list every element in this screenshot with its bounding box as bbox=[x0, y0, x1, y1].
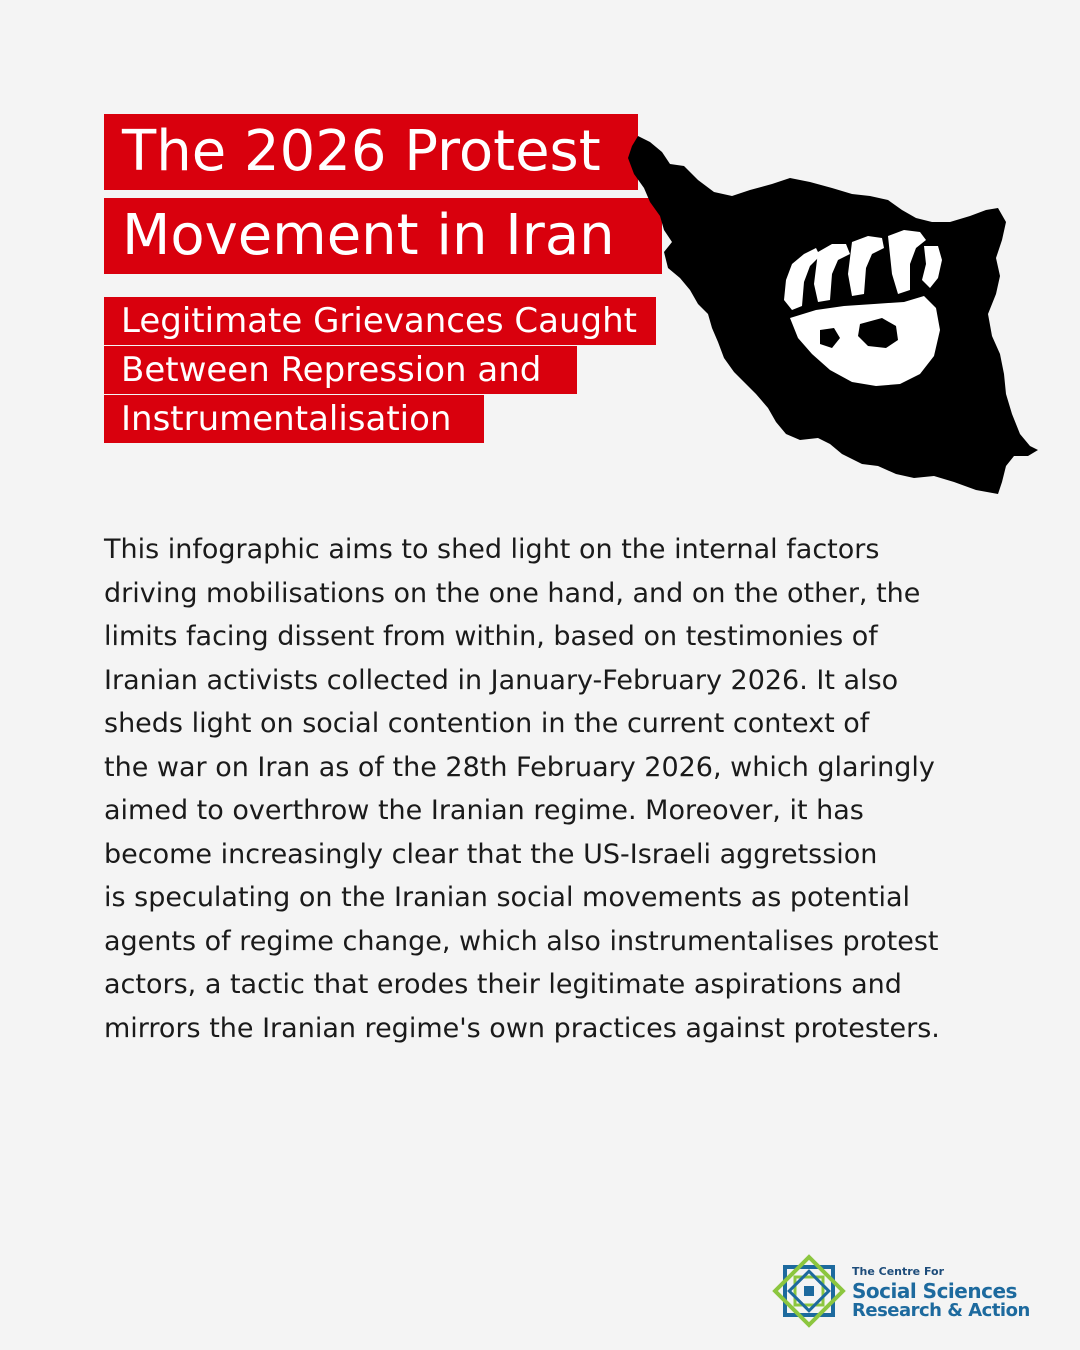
logo-text-line-2: Social Sciences bbox=[852, 1279, 1017, 1303]
paragraph-line: the war on Iran as of the 28th February 2026, which glaringly bbox=[104, 751, 935, 783]
logo-text-line-1: The Centre For bbox=[852, 1265, 945, 1278]
organization-logo bbox=[772, 1252, 1030, 1330]
title-line-1: The 2026 Protest bbox=[104, 114, 638, 190]
paragraph-line: Iranian activists collected in January-February 2026. It also bbox=[104, 664, 899, 696]
paragraph-line: driving mobilisations on the one hand, and on the other, the bbox=[104, 577, 921, 609]
paragraph-line: actors, a tactic that erodes their legitimate aspirations and bbox=[104, 969, 902, 1000]
paragraph-line: This infographic aims to shed light on the internal factors bbox=[104, 534, 880, 565]
subtitle-line-2: Between Repression and bbox=[104, 346, 577, 394]
paragraph-line: agents of regime change, which also instrumentalises protest bbox=[104, 925, 939, 957]
title-line-2: Movement in Iran bbox=[104, 198, 662, 274]
paragraph-line: limits facing dissent from within, based on testimonies of bbox=[104, 621, 878, 652]
intro-paragraph bbox=[104, 528, 1004, 1050]
subtitle-line-3: Instrumentalisation bbox=[104, 395, 484, 443]
subtitle-line-1: Legitimate Grievances Caught bbox=[104, 297, 656, 345]
paragraph-line: is speculating on the Iranian social movements as potential bbox=[104, 882, 910, 913]
geometric-star-pattern-icon bbox=[772, 1254, 846, 1328]
paragraph-line: become increasingly clear that the US-Israeli aggretssion bbox=[104, 838, 878, 870]
iran-map-fist-icon bbox=[620, 118, 1040, 498]
paragraph-line: sheds light on social contention in the current context of bbox=[104, 708, 870, 739]
paragraph-line: mirrors the Iranian regime's own practices against protesters. bbox=[104, 1012, 940, 1044]
logo-text-line-3: Research & Action bbox=[852, 1300, 1030, 1321]
paragraph-line: aimed to overthrow the Iranian regime. Moreover, it has bbox=[104, 795, 864, 826]
